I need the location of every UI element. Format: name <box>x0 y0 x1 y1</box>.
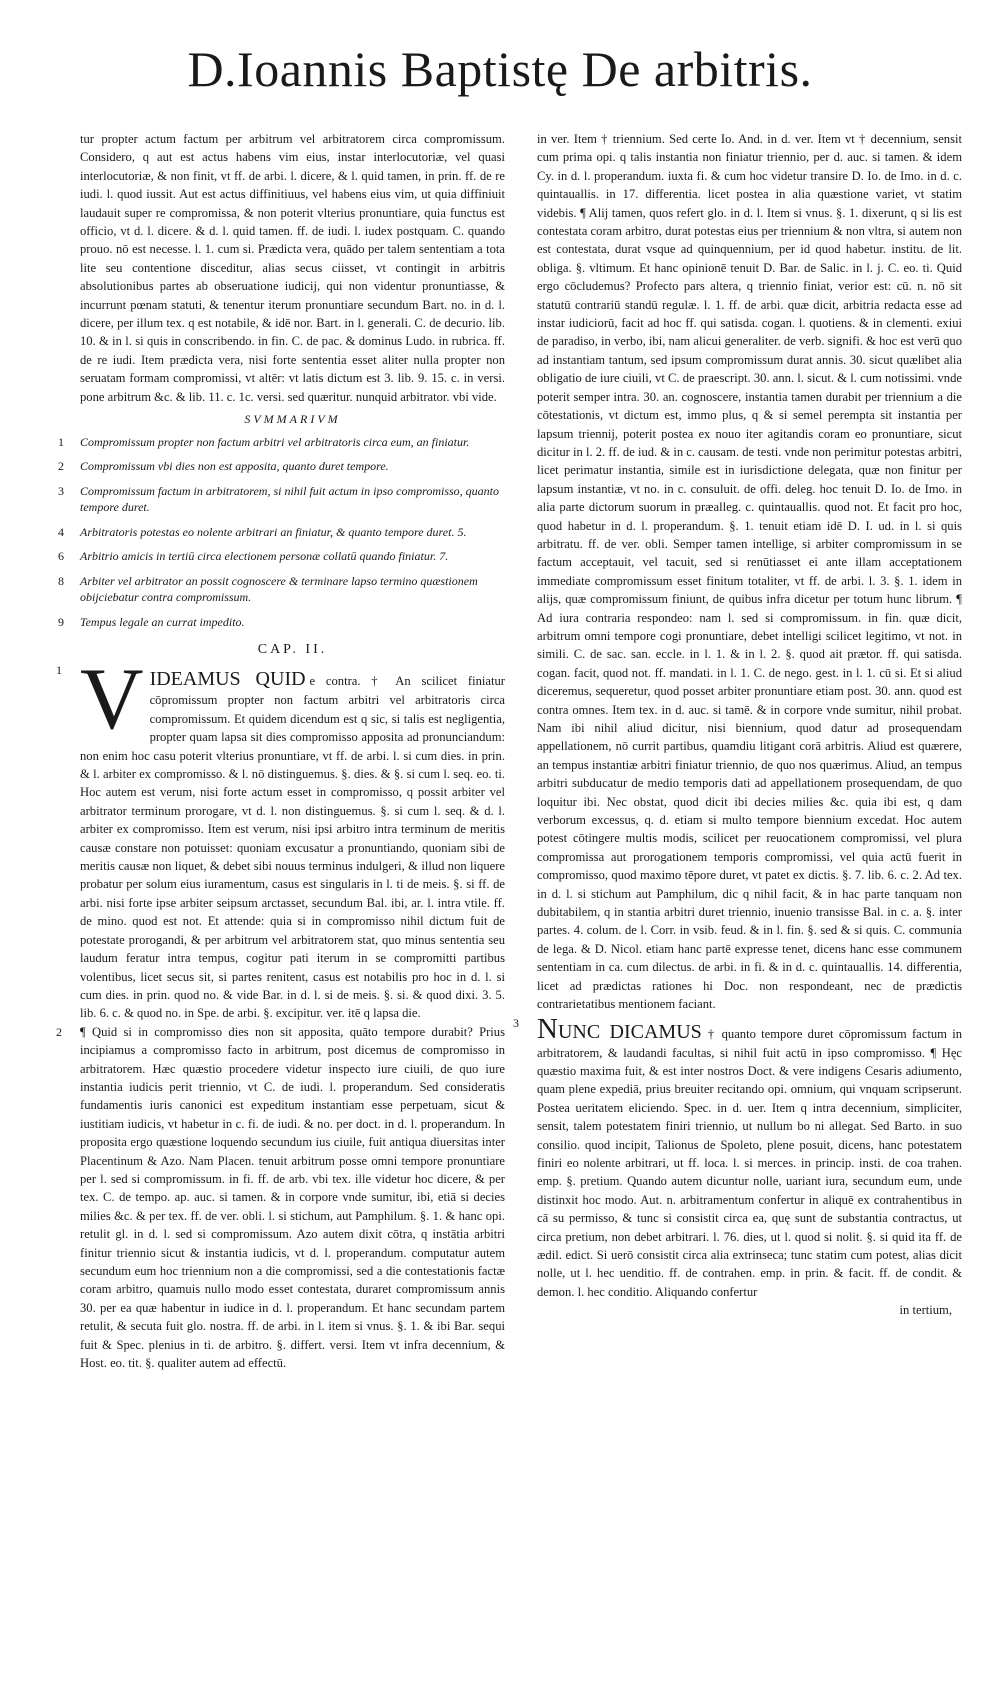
section-3-text: † quanto tempore duret cōpromissum factum in arbitratorem, & laudandi facultas, si nihil fuit actū in ipso compromisso. ¶ Hęc quæstio maxima fuit, & est inter nostros Doct. & vere indigens Cesaris adiumento, quam plene expediā, prius breuiter recitando opi. omnium, qui vnquam scripserunt. Postea ueritatem eliciendo. Spec. in d. uer. Item q intra decennium, simpliciter, sensit, talem potestatem finiri triennio, ut nullum bo ni allegat. Sed Barto. in suo consilio. quod incipit, Talionus de Spoleto, plene posuit, dicens, hanc potestatem finiri eo nolente arbitrari, ut ff. loca. l. si merces. in princip. insti. de coa trahen. emp. §. pretium. Quando autem dicuntur nolle, uariant iura, secundum eum, unde distinxit hoc modo. Aut. n. arbitramentum confertur in aliquē ex contrahentibus in cā su permisso, & tunc si consistit circa ea, quę sunt de substantia contractus, ut circa pretium, non debet arbitrari. l. 76. dies, ut l. quod si nolit. §. si quid ita ff. de ædil. edict. Si uerō consistit circa alia extrinseca; tunc statim cum potest, alias dicit nolle, ut l. hec uenditio. ff. de contrahen. emp. in prin. & facit. ff. de condit. & demon. l. hec conditio. Aliquando confertur <box>537 1026 962 1299</box>
summarium-number: 8 <box>58 573 64 588</box>
summarium-number: 2 <box>58 459 64 473</box>
right-column <box>513 130 962 1685</box>
section-1-text: e contra. † An scilicet finiatur cōpromissum propter non factum arbitri vel arbitratoris circa compromissum. Et quidem dicendum est q sic, si talis est negligentia, propter quam lapsa sit dies compromisso apposita ad pronunciandum: non enim hoc casu poterit vlterius pronuntiare, vt ff. de arbi. l. si cum dies. in prin. & l. arbiter ex compromisso. & l. nō distinguemus. §. dies. & §. si cum l. seq. eo. ti. Hoc autem est verum, nisi forte actum esset in compromisso, q possit arbiter vel arbitrator terminum prorogare, vt d. l. non distinguemus. §. si cum l. seq. & d. l. arbiter ex compromisso. Item est verum, nisi ipsi arbitro intra terminum de meritis causæ constare non potuisset: quoniam excusatur a pronuntiando, quoniam sibi de meritis causæ non liquet, & debet sibi nouus terminus indulgeri, & illud non liquere probatur per solum eius iuramentum, casus est singularis in l. ti de meis. §. si ff. de arbi. nisi forte ipse arbiter seipsum arctasset, secundum Bal. ibi, ar. l. intra vtile. ff. de mino. quod est not. Et attende: quia si in compromisso nihil dictum fuit de potestate prorogandi, & per arbitrum vel arbitratorem stat, quo minus sententia seu laudum feratur intra tempus, cogitur pati iterum in se compromitti partibus volentibus, licet secus sit, si partes renitent, casus est notabilis pro hoc in d. l. si cum dies. in prin. quod no. & vide Bar. in d. l. si de meis. §. si. & quod dixi. 3. 5. lib. 6. c. & quod no. in Spe. de arbi. §. excipitur. ver. itē q lapsa die. <box>80 674 505 1021</box>
summarium-item <box>58 570 505 611</box>
summarium-text: Arbiter vel arbitrator an possit cognoscere & terminare lapso termino quæstionem obijciebatur contra compromissum. <box>80 573 478 604</box>
summarium-text: Arbitratoris potestas eo nolente arbitrari an finiatur, & quanto tempore duret. 5. <box>80 524 467 539</box>
summarium-number: 4 <box>58 524 64 539</box>
summarium-item <box>58 545 505 570</box>
catchword: in tertium, <box>899 1303 952 1318</box>
incipit: ideamus quid <box>149 660 306 693</box>
summarium-list <box>58 431 505 636</box>
incipit: Nunc dicamus <box>537 1012 702 1045</box>
section-3 <box>513 1012 962 1302</box>
intro-paragraph: tur propter actum factum per arbitrum vel arbitratorem circa compromissum. Considero, q aut est actus habens vim eius, instar interlocutoriæ, vel quasi interlocutoriæ, & non finit, vt ff. de arbi. l. dicere, & l. quid tamen, in prin. ff. de re iudi. l. quod iussit. Aut est actus diffinitiuus, vel habens eius vim, ut quia diffiniuit laudauit super re compromissa, & non poterit vlterius pronuntiare, quia functus est officio, vt d. l. dicere. & d. l. quid tamen. ff. de iudi. l. iudex postquam. C. quando prouo. nō est necesse. l. 1. cum si. Prædicta vera, quādo per talem sententiam a tota lite seu contentione disceditur, alias secus ciisset, vt contingit in arbitris absolutionibus partes ab obseruatione iudicij, qui non videntur pronuntiasse, & incurrunt pœnam statuti, & tenentur iterum pronuntiare secundum Bart. no. in d. l. dicere, per illum tex. q est notabile, & idē nor. Bart. in l. generali. C. de decurio. lib. 10. & in l. si quis in conscribendo. in fin. C. de pac. & dominus Ludo. in rubrica. ff. de re iudi. Item prædicta vera, nisi forte sententia esset aliter nulla propter non seruatam formam compromissi, vt altēr: vt latis dictum est 3. lib. 9. 15. c. in versi. pone arbitrum &c. & lib. 11. c. 1c. versi. sed quæritur. nunquid arbitrator. vbi vide. <box>80 132 505 404</box>
summarium-number: 3 <box>58 483 64 498</box>
summarium-item <box>58 521 505 546</box>
summarium-text: Arbitrio amicis in tertiū circa electionem personæ collatū quando finiatur. 7. <box>80 549 449 563</box>
left-column <box>56 130 505 1685</box>
section-2 <box>56 1023 505 1373</box>
section-1 <box>56 651 505 1022</box>
summarium-item <box>58 431 505 456</box>
summarium-item <box>58 455 505 480</box>
summarium-number: 1 <box>58 434 64 449</box>
page-title: D.Ioannis Baptistę De arbitris. <box>187 41 813 97</box>
summarium-item <box>58 480 505 521</box>
summarium-item <box>58 611 505 636</box>
summarium-text: Compromissum factum in arbitratorem, si nihil fuit actum in ipso compromisso, quanto tempore duret. <box>80 483 500 514</box>
margin-number: 1 <box>56 663 62 678</box>
margin-number: 2 <box>56 1024 62 1039</box>
section-2-continuation: in ver. Item † triennium. Sed certe Io. And. in d. ver. Item vt † decennium, sensit cum prima opi. q talis instantia non finiatur triennio, per d. auc. si tamen. & idem Cy. in d. l. properandum. iuxta fi. & cum hoc videtur transire D. Io. de Imo. in d. c. quintauallis. in 17. differentia. licet postea in alia quæstione variet, vt statim videbis. ¶ Alij tamen, quos refert glo. in d. l. Item si vnus. §. 1. dixerunt, q si lis est contestata coram arbitro, durat potestas eius per triennium & non vltra, si autem non est contestata, durat vsque ad quinquennium, per id quod habetur. institu. de lit. obliga. §. vltimum. Et hanc opinionē tenuit D. Bar. de Salic. in l. j. C. eo. ti. Quid ergo cōcludemus? Profecto pars altera, q triennio finiat, verior est: cū. n. nō sit statutū contrariū standū regulæ. l. 1. ff. de arbi. quæ dicit, arbitria redacta esse ad instar iudiciorū, facit ad hoc ff. qui satisda. cogan. l. quotiens. & in clementi. exiui de paradiso, in verbo, ibi, nam alicui generaliter. de verb. signifi. & hoc est verū quo ad instantiam tantum, sed ipsum compromissum durat annis. 30. sicut quælibet alia obligatio de iure ciuili, vt C. de praescript. 30. ann. l. sicut. & l. cum notissimi. vnde poterit semper intra. 30. an. cognoscere, instantia tamen durabit per triennium a die cōtestationis, vt dictum est, immo plus, q & si semel perempta sit instantia per lapsum triennij, poterit postea ex nouo iter agitandis coram eo pronuntiare, sicut dicitur in l. 2. ff. de iud. & in c. causam. de testi. vnde non perimitur potestas arbitri, licet perimatur instantia, simile est in iurisdictione delegata, quæ non finitur per lapsum instantiæ, vt no. in c. consuluit. de offi. deleg. hoc tenuit D. Io. de Imo. in alia parte dictorum suorum in præalleg. c. quintauallis. quod not. Et facit pro hoc, quod habetur in d. l. properandum. §. 1. tenuit etiam idē D. I. ud. in l. si quis arbitratu. ff. de ver. obli. Semper tamen intellige, si arbiter compromissum in se factum acceptauit, vel tacuit, sed si renūtiasset ei ante illam acceptationem immediate compromissum esset finitum totaliter, vt ff. de arbi. l. 3. §. 1. idem in alijs, quæ compromissum finiunt, de quibus infra dicetur per totum hunc librum. ¶ Ad iura contraria respondeo: nam l. sed si compromissum. in fin. quæ dicit, arbitrum omni tempore cogi pronuntiare, debet intelligi scilicet legitimo, vt not. in simili. C. de sac. san. eccle. in l. 1. & in l. 2. §. quod ait prætor. ff. qui satisda. cogan. facit, quod not. ff. mandati. in l. 1. C. de nego. gest. in l. 1. cū si. Et si aliud diceremus, sequeretur, quod posset arbiter pronuntiare etiam post. 30. ann. quod est contra omnes. Item tex. in d. auc. si tamē. & in corpore vnde sumitur, nihil probat. Nam ibi nihil aliud dicitur, nisi biennium, quod datur ad prosequendam appellationem, nō currit partibus, quamdiu litigant corā arbitris. Aliud est quærere, an tempus instantiæ arbitri finiatur triennio, de quo nos quærimus. Aliud, an tempus arbitri subducatur de medio temporis dati ad appellationem prosequendam, de quo loquitur ibi. Nec obstat, quod dicit ibi decies milies &c. quia ibi est, q dam verborum excessus, q. d. etiam si multo tempore biennium excedat. Hoc autem potest cōtingere multis modis, scilicet per reuocationem compromissi, vel plura compromissa aut prorogationem temporis compromissi, vel quia actū fuerit in compromisso, quod maximo tēpore duret, vt patet ex dictis. §. 7. lib. 6. c. 2. Ad tex. in d. l. si stichum aut Pamphilum, dic q nihil facit, & in hac parte tanquam non dubitabilem, q in stantia arbitri duret triennio, inuenio transisse Bal. in c. a. §. inter partes. 4. colum. de l. Corr. in vsib. feud. & in l. fin. §. sed & si quis. C. communia de lega. & D. Nicol. etiam hanc partē expresse tenet, dicens hanc esse communem sententiam in ca. cum dilectus. de arbi. in fi. & in d. c. quintauallis. 14. differentia, licet ad prædictas rationes hi Doc. non respondeant, nec de prædictis contrarietatibus mentionem faciant. <box>537 132 962 1012</box>
summarium-text: Compromissum propter non factum arbitri vel arbitratoris circa eum, an finiatur. <box>80 434 470 449</box>
section-2-text: ¶ Quid si in compromisso dies non sit apposita, quāto tempore durabit? Prius incipiamus a compromisso facto in arbitrum, post dicemus de compromisso in arbitratorem. Hæc quæstio procedere videtur inspecto iure ciuili, de quo iure instantia iudicis perit triennio, vt C. de iudi. l. properandum. Sed consideratis fundamentis iuris canonici est expeditum instantiam esse perpetuam, sicut & iustitiam iudicis, vt habetur in c. fi. de iudi. & no. per doct. in d. l. properandum. In proposita ergo quæstione loquendo secundum ius ciuile, fuit antiqua diuersitas inter Placentinum & Azo. Nam Placen. tenuit arbitrum posse omni tempore pronuntiare per l. sed si compromissum. in fi. ff. de arb. vbi tex. ille videtur hoc dicere, & per tex. C. de tempo. ap. auc. si tamen. & in corpore vnde sumitur, ibi, etiā si decies milies &c. & per tex. ff. de ver. obli. l. si stichum, aut Pamphilum. §. 1. & hanc opi. retulit gl. in d. l. sed si compromissum. Azo autem dixit cōtra, q instātia arbitri finitur triennio sicut & instantia iudicis, vt d. l. properandum. computatur autem secundum eum hoc triennium non a die compromissi, sed a die contestationis factæ coram arbitro, quamuis nullo modo esset contestata, duraret compromissum annis 30. per ea quæ habentur in iudice in d. l. properandum. Et hanc secundam partem retulit, & secuta fuit glo. nostra. ff. de arbi. in l. item si vnus. §. 1. & ibi Bar. sequi fuit & Spec. plenius in ti. de arbitro. §. differt. versi. Item vt infra decennium, & Host. eo. tit. §. qualiter autem ad effectū. <box>80 1024 505 1371</box>
summarium-heading: SVMMARIVM <box>244 412 341 427</box>
summarium-text: Tempus legale an currat impedito. <box>80 614 245 629</box>
summarium-number: 6 <box>58 549 64 563</box>
summarium-number: 9 <box>58 614 64 629</box>
chapter-heading: CAP. II. <box>257 642 328 657</box>
margin-number: 3 <box>513 1015 519 1030</box>
summarium-text: Compromissum vbi dies non est apposita, quanto duret tempore. <box>80 459 389 473</box>
drop-cap-initial: V <box>80 651 144 749</box>
